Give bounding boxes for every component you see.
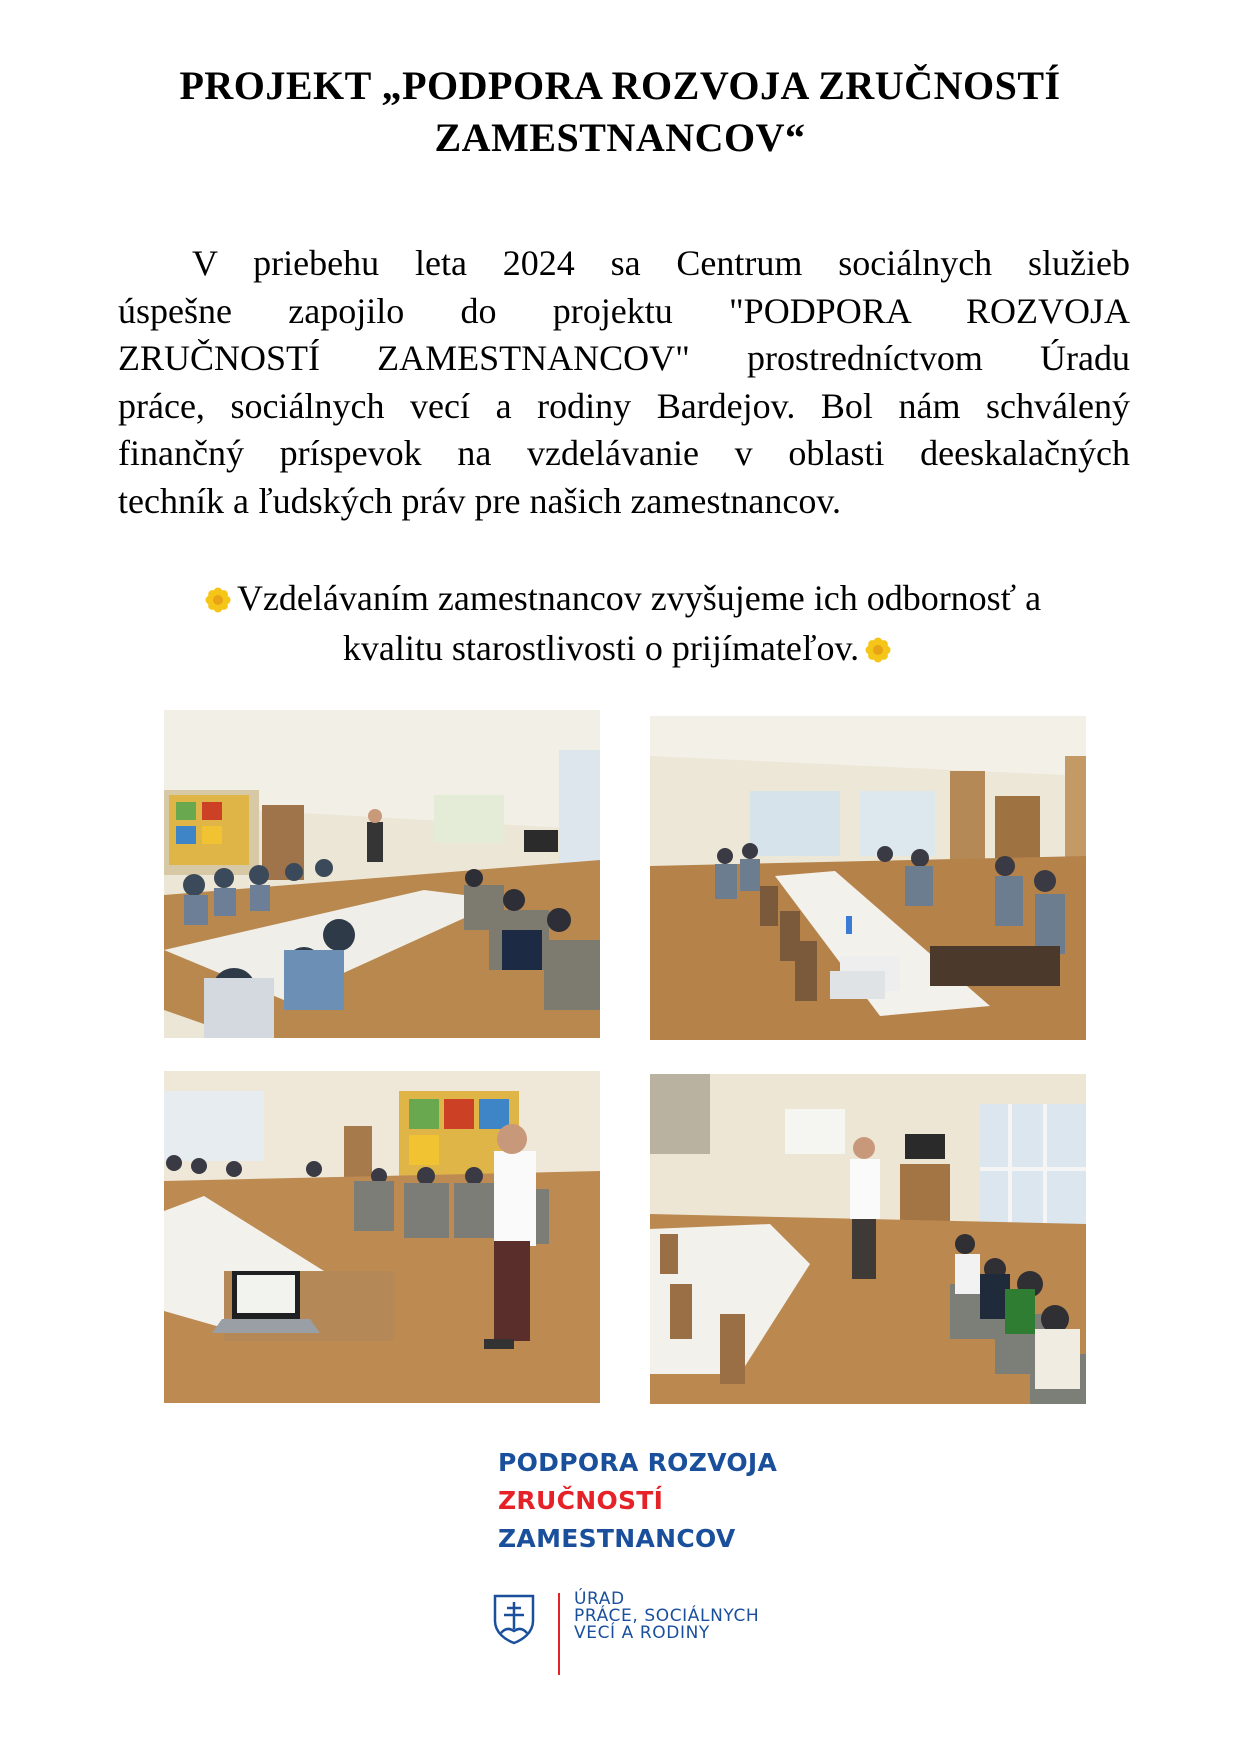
blossom-icon: [865, 628, 891, 675]
page-title-line-1: PROJEKT „PODPORA ROZVOJA ZRUČNOSTÍ: [179, 63, 1061, 108]
intro-line: úspešne zapojilo do projektu "PODPORA ROZVOJA: [118, 290, 1130, 331]
training-photo-1: [164, 710, 600, 1038]
intro-paragraph: [118, 240, 1130, 525]
intro-line: finančný príspevok na vzdelávanie v oblasti deeskalačných: [118, 433, 1130, 473]
urad-logo-line-3: VECÍ A RODINY: [574, 1623, 710, 1643]
page-title-line-2: ZAMESTNANCOV“: [434, 115, 806, 160]
urad-logo-line-2: PRÁCE, SOCIÁLNYCH: [574, 1606, 760, 1626]
blossom-icon: [205, 578, 231, 625]
intro-line: ZRUČNOSTÍ ZAMESTNANCOV" prostredníctvom Úradu: [118, 338, 1130, 378]
highlight-line-1: Vzdelávaním zamestnancov zvyšujeme ich odbornosť a: [236, 578, 1042, 618]
urad-logo-line-1: ÚRAD: [574, 1589, 625, 1609]
project-logo: [498, 1444, 777, 1558]
project-logo-line-3: ZAMESTNANCOV: [498, 1524, 736, 1553]
slovak-cross-emblem-icon: [492, 1593, 536, 1645]
urad-logo-text: [574, 1591, 759, 1642]
highlight-statement: [0, 575, 1240, 675]
highlight-line-2: kvalitu starostlivosti o prijímateľov.: [342, 628, 860, 669]
intro-line: V priebehu leta 2024 sa Centrum sociálnych služieb: [192, 243, 1130, 283]
project-logo-line-1: PODPORA ROZVOJA: [498, 1448, 778, 1477]
intro-line: práce, sociálnych vecí a rodiny Bardejov. Bol nám schválený: [118, 385, 1130, 426]
project-logo-line-2: ZRUČNOSTÍ: [498, 1486, 664, 1515]
training-photo-2: [650, 716, 1086, 1040]
intro-line: techník a ľudských práv pre našich zamestnancov.: [118, 480, 842, 521]
page-title: [0, 60, 1240, 164]
logo-divider: [558, 1593, 560, 1675]
training-photo-4: [650, 1074, 1086, 1404]
training-photo-3: [164, 1071, 600, 1403]
